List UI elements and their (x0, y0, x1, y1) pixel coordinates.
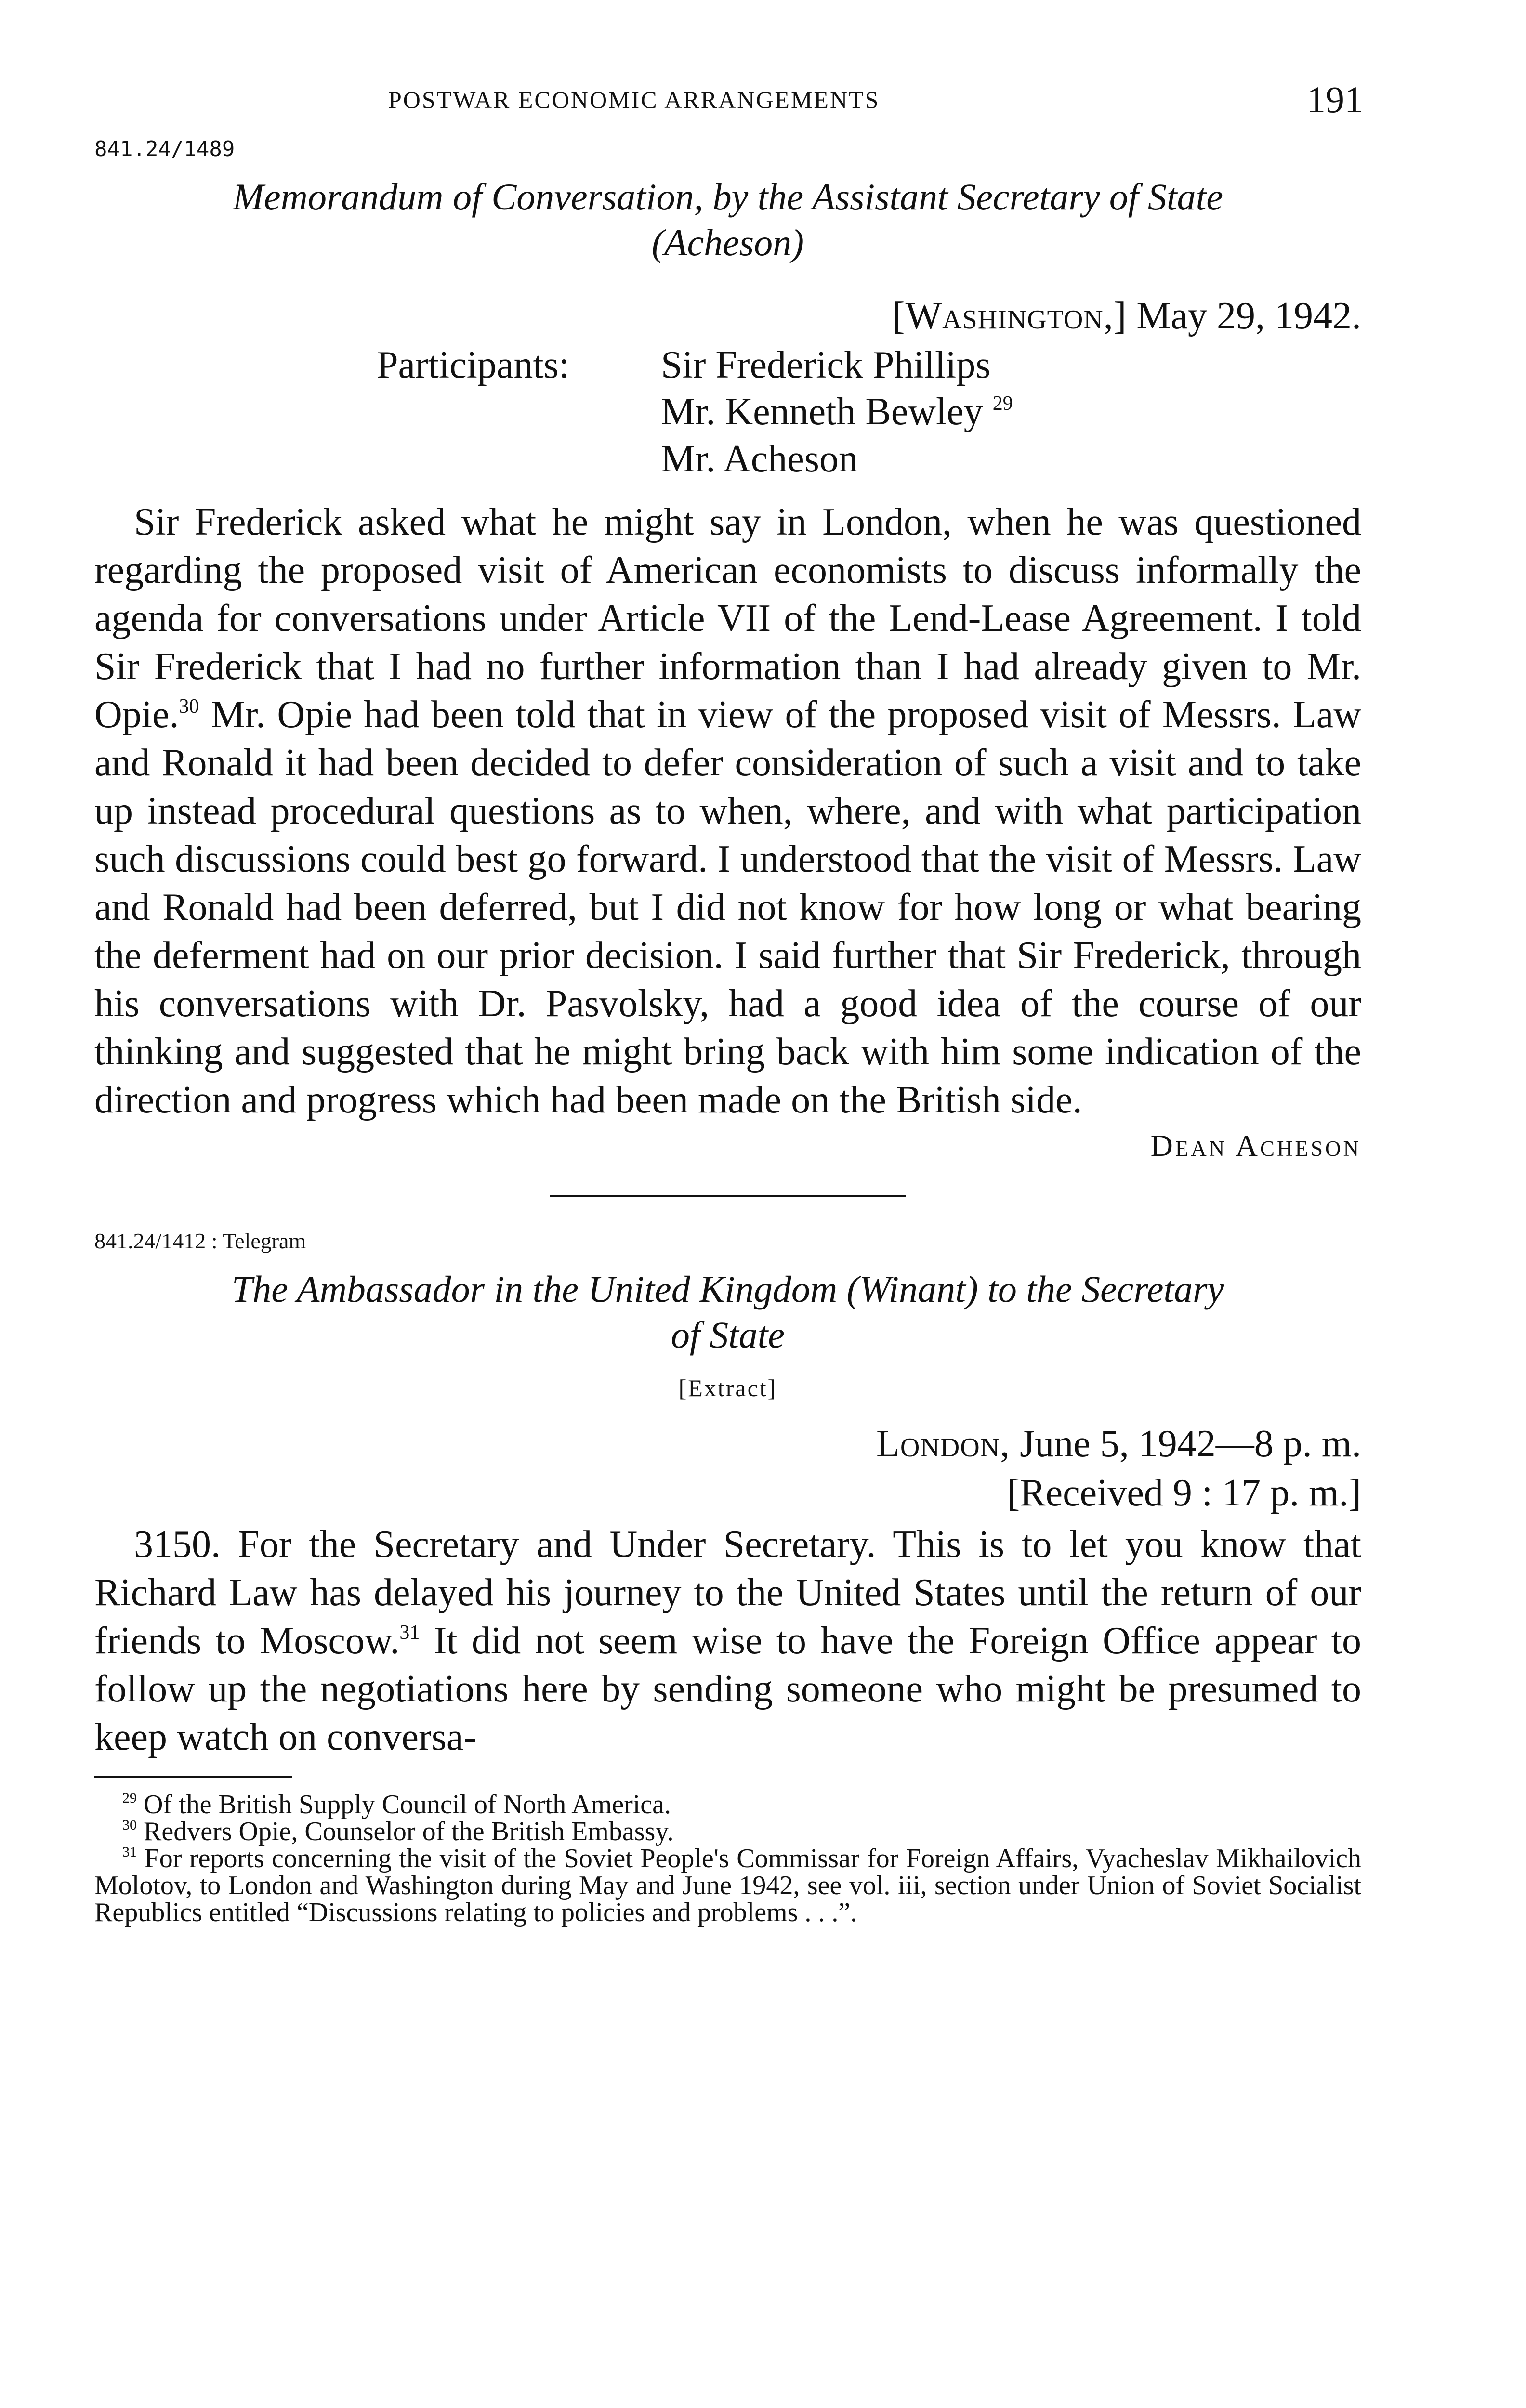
footnote-number: 29 (122, 1790, 137, 1806)
extract-label: [Extract] (678, 1374, 777, 1402)
memo-file-number: 841.24/1489 (94, 137, 235, 161)
telegram-dateline (94, 1419, 1361, 1518)
participant-phillips: Sir Frederick Phillips (661, 343, 991, 386)
participant-acheson: Mr. Acheson (661, 437, 858, 480)
memo-title (94, 174, 1361, 265)
footnote-30 (94, 1818, 1361, 1845)
footnote-31 (94, 1845, 1361, 1926)
footnote-number: 30 (122, 1817, 137, 1833)
telegram-paragraph-part-2: It did not seem wise to have the Foreign Office appear to follow up the negotiations here by sending someone who might be presumed to keep watch on conversa- (94, 1620, 1361, 1759)
footnote-ref-30: 30 (179, 695, 199, 718)
footnote-text: For reports concerning the visit of the Soviet People's Commissar for Foreign Affairs, Vyacheslav Mikhailovich Molotov, to London and Washington during May and June 1942, see vol. iii, section under Union of Soviet Socialist Republics entitled “Discussions relating to policies and problems . . .”. (94, 1844, 1362, 1928)
participants-label: Participants: (377, 343, 569, 386)
telegram-title-line-2: of State (671, 1313, 785, 1356)
telegram-received: [Received 9 : 17 p. m.] (1007, 1472, 1361, 1515)
participant-bewley (661, 389, 1013, 436)
memo-paragraph (94, 498, 1361, 1124)
telegram-title (94, 1266, 1361, 1358)
footnote-text: Redvers Opie, Counselor of the British Embassy. (144, 1817, 674, 1847)
telegram-title-line-1: The Ambassador in the United Kingdom (Winant) to the Secretary (231, 1268, 1224, 1310)
footnote-ref-31: 31 (399, 1622, 420, 1644)
running-head: POSTWAR ECONOMIC ARRANGEMENTS (388, 86, 880, 113)
telegram-dateline-date: June 5, 1942—8 p. m. (1020, 1423, 1361, 1466)
footnote-text: Of the British Supply Council of North America. (144, 1790, 671, 1820)
footnote-number: 31 (122, 1844, 137, 1860)
telegram-dateline-place: London, (876, 1423, 1011, 1466)
telegram-file-number: 841.24/1412 : Telegram (94, 1228, 306, 1253)
memo-title-line-1: Memorandum of Conversation, by the Assistant Secretary of State (233, 176, 1223, 218)
memo-paragraph-part-2: Mr. Opie had been told that in view of the proposed visit of Messrs. Law and Ronald it had been decided to defer consideration of such a visit and to take up instead procedural questions as to when, where, and with what participation such discussions could best go forward. I understood that the visit of Messrs. Law and Ronald had been deferred, but I did not know for how long or what bearing the deferment had on our prior decision. I said further that Sir Frederick, through his conversations with Dr. Pasvolsky, had a good idea of the course of our thinking and suggested that he might bring back with him some indication of the direction and progress which had been made on the British side. (94, 693, 1361, 1121)
footnote-ref-29: 29 (992, 393, 1013, 415)
footnote-29 (94, 1791, 1361, 1818)
document-page (94, 72, 1361, 1926)
telegram-dateline-line (94, 1419, 1361, 1468)
memo-dateline (94, 293, 1361, 339)
signature: Dean Acheson (1150, 1128, 1361, 1163)
memo-dateline-date: May 29, 1942. (1136, 295, 1361, 338)
footnote-divider (94, 1776, 292, 1778)
footnotes (94, 1791, 1361, 1926)
participants-list (661, 342, 1013, 483)
page-number: 191 (1307, 79, 1363, 120)
telegram-paragraph (94, 1520, 1361, 1761)
telegram-paragraph-part-1: 3150. For the Secretary and Under Secretary. This is to let you know that Richard Law has delayed his journey to the United States until the return of our friends to Moscow. (94, 1523, 1361, 1662)
page-header (94, 72, 1361, 125)
participant-bewley-name: Mr. Kenneth Bewley (661, 391, 983, 433)
memo-title-line-2: (Acheson) (651, 222, 804, 264)
section-divider (550, 1195, 906, 1197)
memo-dateline-place: [Washington,] (892, 295, 1127, 338)
participants-block (94, 342, 1361, 495)
memo-paragraph-part-1: Sir Frederick asked what he might say in London, when he was questioned regarding the proposed visit of American economists to discuss informally the agenda for conversations under Article VII of the Lend-Lease Agreement. I told Sir Frederick that I had no further information than I had already given to Mr. Opie. (94, 500, 1361, 736)
